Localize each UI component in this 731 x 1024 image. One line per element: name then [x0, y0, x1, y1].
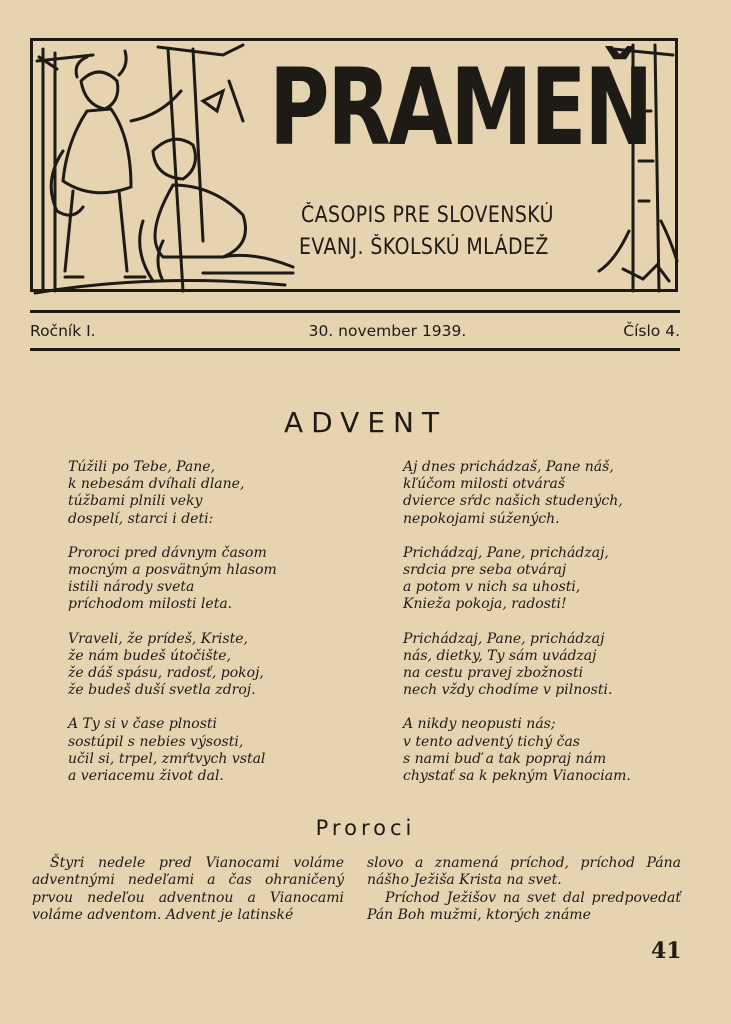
poem-line: nech vždy chodíme v pilnosti.: [403, 682, 613, 699]
poem-line: nás, dietky, Ty sám uvádzaj: [403, 647, 597, 664]
poem-stanza: [403, 545, 631, 614]
poem-line: Knieža pokoja, radosti!: [403, 596, 567, 613]
article-left-column: [32, 855, 344, 924]
poem-stanza: [68, 716, 277, 785]
magazine-title: PRAMEŇ: [269, 46, 652, 169]
poem-line: chystať sa k pekným Vianociam.: [403, 768, 631, 785]
poem-line: Proroci pred dávnym časom: [68, 544, 267, 561]
poem-line: nepokojami súžených.: [403, 510, 560, 527]
poem-line: A nikdy neopusti nás;: [403, 716, 556, 733]
poem-line: Aj dnes prichádzaš, Pane náš,: [403, 459, 614, 475]
article-right-column: [367, 855, 681, 924]
poem-line: srdcia pre seba otváraj: [403, 562, 567, 579]
article-title: Proroci: [315, 816, 416, 840]
poem-line: v tento adventý tichý čas: [403, 733, 580, 750]
poem-stanza: [403, 631, 631, 700]
poem-line: Prichádzaj, Pane, prichádzaj,: [403, 544, 609, 561]
poem-line: mocným a posvätným hlasom: [68, 562, 277, 579]
poem-line: kľúčom milosti otváraš: [403, 476, 566, 493]
poem-title: ADVENT: [283, 406, 448, 439]
poem-stanza: [403, 716, 631, 785]
issue-line: [30, 322, 680, 340]
poem-stanza: [403, 459, 631, 528]
poem-line: túžbami plnili veky: [68, 493, 203, 510]
magazine-subtitle-line-2: EVANJ. ŠKOLSKÚ MLÁDEŽ: [299, 235, 549, 260]
poem-line: že nám budeš útočište,: [68, 647, 231, 664]
article-paragraph: Príchod Ježišov na svet dal predpovedať Pán Boh mužmi, ktorých známe: [367, 889, 681, 923]
poem-right-column: [403, 459, 631, 802]
poem-line: a potom v nich sa uhosti,: [403, 579, 581, 596]
article-paragraph: slovo a znamená príchod, príchod Pána nášho Ježiša Krista na svet.: [367, 855, 681, 889]
poem-line: že budeš duší svetla zdroj.: [68, 682, 256, 699]
poem-line: že dáš spásu, radosť, pokoj,: [68, 665, 264, 682]
poem-line: s nami buď a tak popraj nám: [403, 750, 607, 767]
poem-left-column: [68, 459, 277, 802]
poem-line: na cestu pravej zbožnosti: [403, 665, 584, 682]
masthead: [30, 38, 678, 292]
issue-volume: Ročník I.: [30, 322, 96, 340]
poem-line: k nebesám dvíhali dlane,: [68, 476, 245, 493]
issue-date: 30. november 1939.: [308, 322, 467, 340]
article-paragraph: Štyri nedele pred Vianocami voláme adventnými nedeľami a čas ohraničený prvou nedeľou adventnou a Vianocami voláme adventom. Advent je latinské: [32, 855, 344, 923]
poem-line: A Ty si v čase plnosti: [68, 716, 218, 733]
poem-stanza: [68, 631, 277, 700]
page-number: 41: [651, 938, 682, 964]
poem-line: dospelí, starci i deti:: [68, 510, 214, 527]
poem-line: sostúpil s nebies výsosti,: [68, 733, 244, 750]
magazine-subtitle-line-1: ČASOPIS PRE SLOVENSKÚ: [301, 203, 554, 228]
poem-line: učil si, trpel, zmŕtvych vstal: [68, 750, 266, 767]
poem-line: Prichádzaj, Pane, prichádzaj: [403, 630, 605, 647]
poem-line: Túžili po Tebe, Pane,: [68, 459, 216, 475]
poem-stanza: [68, 545, 277, 614]
issue-number: Číslo 4.: [623, 322, 680, 340]
poem-line: a veriacemu život dal.: [68, 768, 224, 785]
poem-line: príchodom milosti leta.: [68, 596, 233, 613]
poem-stanza: [68, 459, 277, 528]
bottom-rule: [30, 348, 680, 351]
poem-line: Vraveli, že prídeš, Kriste,: [68, 630, 248, 647]
top-rule: [30, 310, 680, 313]
poem-line: dvierce sŕdc našich studených,: [403, 493, 623, 510]
poem-line: istili národy sveta: [68, 579, 195, 596]
